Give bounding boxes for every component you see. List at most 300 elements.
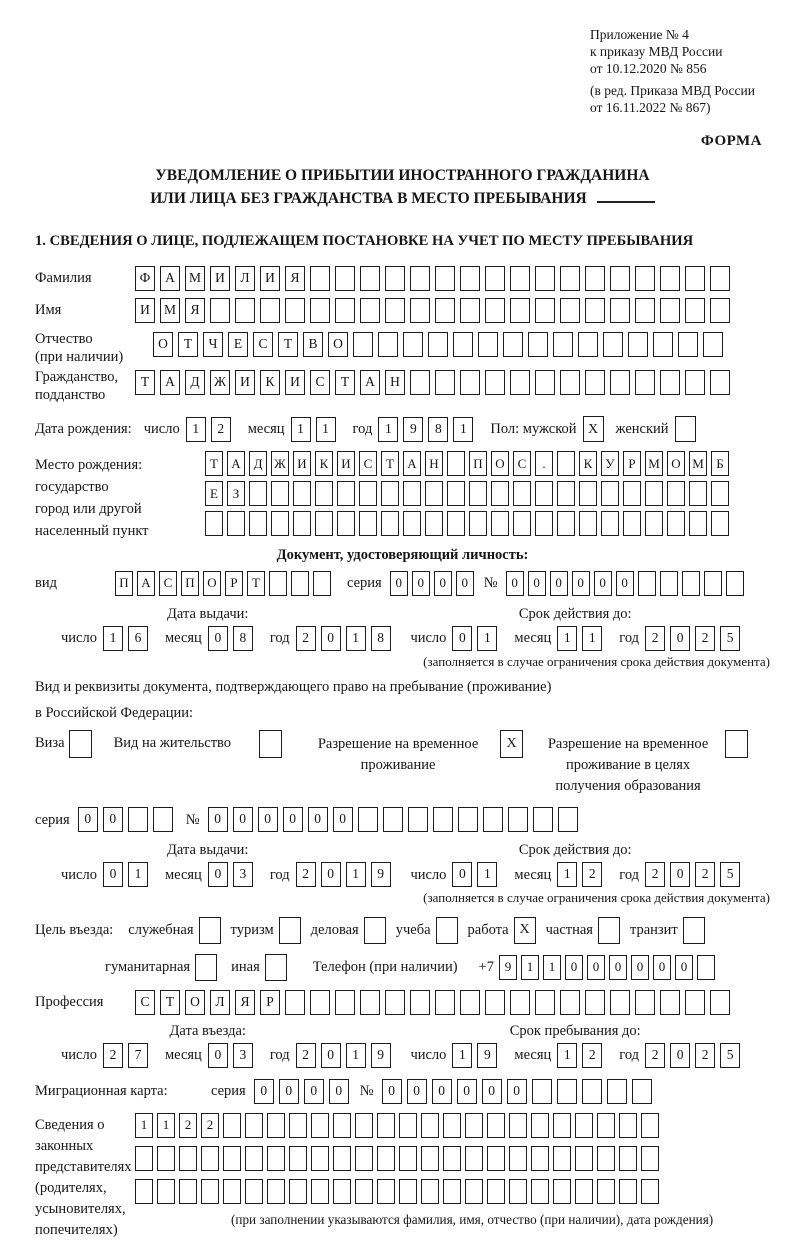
char-cell[interactable] <box>289 1113 307 1138</box>
char-cell[interactable]: 0 <box>258 807 278 832</box>
char-cell[interactable] <box>491 511 509 536</box>
char-cell[interactable] <box>638 571 656 596</box>
char-cell[interactable] <box>553 1146 571 1171</box>
char-cell[interactable] <box>557 481 575 506</box>
char-cell[interactable] <box>635 370 655 395</box>
purpose-humanitarian-checkbox[interactable] <box>195 954 217 981</box>
char-cell[interactable]: Ф <box>135 266 155 291</box>
char-cell[interactable] <box>575 1179 593 1204</box>
char-cell[interactable] <box>353 332 373 357</box>
char-cell[interactable] <box>310 990 330 1015</box>
char-cell[interactable] <box>399 1179 417 1204</box>
char-cell[interactable]: Т <box>178 332 198 357</box>
char-cell[interactable]: 0 <box>434 571 452 596</box>
char-cell[interactable]: З <box>227 481 245 506</box>
char-cell[interactable]: А <box>227 451 245 476</box>
char-cell[interactable] <box>381 481 399 506</box>
char-cell[interactable]: 0 <box>407 1079 427 1104</box>
char-cell[interactable] <box>553 332 573 357</box>
char-cell[interactable]: 1 <box>378 417 398 442</box>
char-cell[interactable] <box>201 1179 219 1204</box>
char-cell[interactable] <box>223 1113 241 1138</box>
char-cell[interactable] <box>157 1146 175 1171</box>
char-cell[interactable] <box>483 807 503 832</box>
char-cell[interactable] <box>619 1179 637 1204</box>
char-cell[interactable]: С <box>359 451 377 476</box>
char-cell[interactable] <box>227 511 245 536</box>
char-cell[interactable]: 1 <box>557 1043 577 1068</box>
char-cell[interactable]: 5 <box>720 862 740 887</box>
char-cell[interactable] <box>660 370 680 395</box>
char-cell[interactable] <box>579 481 597 506</box>
char-cell[interactable] <box>531 1146 549 1171</box>
char-cell[interactable] <box>381 511 399 536</box>
char-cell[interactable] <box>385 990 405 1015</box>
char-cell[interactable]: 0 <box>304 1079 324 1104</box>
char-cell[interactable]: 0 <box>452 626 472 651</box>
char-cell[interactable] <box>560 298 580 323</box>
char-cell[interactable]: 1 <box>346 862 366 887</box>
char-cell[interactable] <box>582 1079 602 1104</box>
char-cell[interactable]: К <box>260 370 280 395</box>
char-cell[interactable]: И <box>260 266 280 291</box>
char-cell[interactable]: Т <box>135 370 155 395</box>
purpose-tourism-checkbox[interactable] <box>279 917 301 944</box>
char-cell[interactable] <box>399 1113 417 1138</box>
char-cell[interactable] <box>293 481 311 506</box>
char-cell[interactable] <box>607 1079 627 1104</box>
char-cell[interactable]: М <box>160 298 180 323</box>
char-cell[interactable] <box>610 990 630 1015</box>
char-cell[interactable] <box>508 807 528 832</box>
char-cell[interactable]: 9 <box>371 862 391 887</box>
char-cell[interactable] <box>585 298 605 323</box>
char-cell[interactable] <box>560 370 580 395</box>
char-cell[interactable]: С <box>253 332 273 357</box>
char-cell[interactable] <box>153 807 173 832</box>
char-cell[interactable] <box>425 511 443 536</box>
char-cell[interactable] <box>510 266 530 291</box>
char-cell[interactable]: 0 <box>103 862 123 887</box>
char-cell[interactable]: 8 <box>428 417 448 442</box>
char-cell[interactable] <box>660 571 678 596</box>
char-cell[interactable]: 0 <box>321 626 341 651</box>
char-cell[interactable]: 0 <box>482 1079 502 1104</box>
char-cell[interactable]: 2 <box>582 1043 602 1068</box>
char-cell[interactable] <box>433 807 453 832</box>
char-cell[interactable] <box>458 807 478 832</box>
char-cell[interactable]: Ж <box>210 370 230 395</box>
char-cell[interactable] <box>267 1179 285 1204</box>
char-cell[interactable]: Я <box>185 298 205 323</box>
purpose-official-checkbox[interactable] <box>199 917 221 944</box>
char-cell[interactable] <box>377 1113 395 1138</box>
char-cell[interactable] <box>689 481 707 506</box>
char-cell[interactable] <box>377 1146 395 1171</box>
char-cell[interactable] <box>560 990 580 1015</box>
char-cell[interactable]: 2 <box>645 1043 665 1068</box>
char-cell[interactable]: 0 <box>283 807 303 832</box>
temp-permit-checkbox[interactable]: X <box>500 730 523 758</box>
char-cell[interactable] <box>337 481 355 506</box>
char-cell[interactable]: Т <box>278 332 298 357</box>
sex-female-checkbox[interactable] <box>675 416 696 442</box>
char-cell[interactable] <box>579 511 597 536</box>
char-cell[interactable] <box>710 990 730 1015</box>
char-cell[interactable] <box>399 1146 417 1171</box>
char-cell[interactable] <box>333 1113 351 1138</box>
char-cell[interactable] <box>410 266 430 291</box>
char-cell[interactable]: М <box>645 451 663 476</box>
char-cell[interactable] <box>560 266 580 291</box>
char-cell[interactable] <box>619 1113 637 1138</box>
char-cell[interactable] <box>485 990 505 1015</box>
char-cell[interactable] <box>443 1146 461 1171</box>
char-cell[interactable]: 8 <box>233 626 253 651</box>
char-cell[interactable] <box>465 1179 483 1204</box>
char-cell[interactable] <box>245 1179 263 1204</box>
char-cell[interactable]: 0 <box>233 807 253 832</box>
char-cell[interactable] <box>425 481 443 506</box>
char-cell[interactable] <box>597 1113 615 1138</box>
purpose-business-checkbox[interactable] <box>364 917 386 944</box>
char-cell[interactable]: 9 <box>371 1043 391 1068</box>
char-cell[interactable] <box>335 990 355 1015</box>
char-cell[interactable] <box>635 266 655 291</box>
char-cell[interactable] <box>711 511 729 536</box>
char-cell[interactable] <box>421 1179 439 1204</box>
char-cell[interactable] <box>333 1179 351 1204</box>
char-cell[interactable] <box>135 1146 153 1171</box>
char-cell[interactable]: 9 <box>477 1043 497 1068</box>
char-cell[interactable] <box>421 1146 439 1171</box>
char-cell[interactable] <box>509 1179 527 1204</box>
char-cell[interactable] <box>460 370 480 395</box>
char-cell[interactable] <box>487 1179 505 1204</box>
char-cell[interactable] <box>267 1146 285 1171</box>
char-cell[interactable] <box>610 266 630 291</box>
char-cell[interactable] <box>660 990 680 1015</box>
char-cell[interactable] <box>703 332 723 357</box>
char-cell[interactable]: . <box>535 451 553 476</box>
char-cell[interactable] <box>245 1113 263 1138</box>
char-cell[interactable]: 0 <box>670 1043 690 1068</box>
char-cell[interactable] <box>535 990 555 1015</box>
char-cell[interactable] <box>557 451 575 476</box>
char-cell[interactable]: Р <box>623 451 641 476</box>
char-cell[interactable]: 0 <box>528 571 546 596</box>
char-cell[interactable]: С <box>310 370 330 395</box>
char-cell[interactable]: Р <box>225 571 243 596</box>
char-cell[interactable]: К <box>579 451 597 476</box>
char-cell[interactable] <box>533 807 553 832</box>
char-cell[interactable] <box>685 990 705 1015</box>
purpose-study-checkbox[interactable] <box>436 917 458 944</box>
char-cell[interactable]: 2 <box>695 862 715 887</box>
char-cell[interactable]: 0 <box>321 862 341 887</box>
char-cell[interactable] <box>485 266 505 291</box>
char-cell[interactable] <box>359 481 377 506</box>
char-cell[interactable] <box>271 511 289 536</box>
char-cell[interactable]: О <box>328 332 348 357</box>
char-cell[interactable]: 0 <box>675 955 693 980</box>
char-cell[interactable] <box>575 1113 593 1138</box>
char-cell[interactable]: 0 <box>329 1079 349 1104</box>
char-cell[interactable]: Т <box>205 451 223 476</box>
char-cell[interactable]: А <box>137 571 155 596</box>
char-cell[interactable]: Е <box>228 332 248 357</box>
char-cell[interactable]: 7 <box>128 1043 148 1068</box>
char-cell[interactable] <box>509 1146 527 1171</box>
char-cell[interactable]: 1 <box>346 626 366 651</box>
char-cell[interactable]: 2 <box>695 1043 715 1068</box>
char-cell[interactable]: А <box>160 370 180 395</box>
char-cell[interactable] <box>491 481 509 506</box>
char-cell[interactable]: 2 <box>296 626 316 651</box>
char-cell[interactable] <box>597 1179 615 1204</box>
char-cell[interactable] <box>510 298 530 323</box>
char-cell[interactable]: 5 <box>720 1043 740 1068</box>
char-cell[interactable] <box>678 332 698 357</box>
char-cell[interactable] <box>619 1146 637 1171</box>
char-cell[interactable] <box>682 571 700 596</box>
char-cell[interactable] <box>632 1079 652 1104</box>
char-cell[interactable] <box>535 511 553 536</box>
char-cell[interactable] <box>469 481 487 506</box>
char-cell[interactable] <box>271 481 289 506</box>
char-cell[interactable] <box>558 807 578 832</box>
char-cell[interactable] <box>645 481 663 506</box>
char-cell[interactable]: 1 <box>477 626 497 651</box>
char-cell[interactable] <box>601 511 619 536</box>
char-cell[interactable] <box>179 1179 197 1204</box>
char-cell[interactable]: 0 <box>279 1079 299 1104</box>
char-cell[interactable] <box>641 1179 659 1204</box>
char-cell[interactable] <box>223 1146 241 1171</box>
char-cell[interactable]: Т <box>335 370 355 395</box>
char-cell[interactable] <box>447 451 465 476</box>
char-cell[interactable] <box>403 481 421 506</box>
char-cell[interactable] <box>201 1146 219 1171</box>
char-cell[interactable]: 6 <box>128 626 148 651</box>
char-cell[interactable]: 0 <box>78 807 98 832</box>
char-cell[interactable]: 9 <box>499 955 517 980</box>
char-cell[interactable] <box>435 990 455 1015</box>
char-cell[interactable] <box>315 511 333 536</box>
char-cell[interactable] <box>531 1179 549 1204</box>
char-cell[interactable] <box>435 266 455 291</box>
char-cell[interactable]: С <box>159 571 177 596</box>
char-cell[interactable] <box>557 511 575 536</box>
char-cell[interactable]: И <box>337 451 355 476</box>
char-cell[interactable]: 1 <box>557 626 577 651</box>
char-cell[interactable] <box>487 1146 505 1171</box>
char-cell[interactable]: 0 <box>254 1079 274 1104</box>
char-cell[interactable]: П <box>115 571 133 596</box>
char-cell[interactable] <box>410 990 430 1015</box>
char-cell[interactable] <box>704 571 722 596</box>
char-cell[interactable] <box>435 298 455 323</box>
char-cell[interactable] <box>205 511 223 536</box>
char-cell[interactable]: О <box>203 571 221 596</box>
char-cell[interactable]: 1 <box>316 417 336 442</box>
char-cell[interactable]: Ч <box>203 332 223 357</box>
char-cell[interactable]: Д <box>185 370 205 395</box>
char-cell[interactable]: 1 <box>157 1113 175 1138</box>
char-cell[interactable] <box>553 1113 571 1138</box>
char-cell[interactable] <box>697 955 715 980</box>
char-cell[interactable] <box>710 298 730 323</box>
char-cell[interactable]: П <box>469 451 487 476</box>
char-cell[interactable]: 2 <box>645 862 665 887</box>
char-cell[interactable]: 0 <box>456 571 474 596</box>
char-cell[interactable]: 0 <box>587 955 605 980</box>
char-cell[interactable]: В <box>303 332 323 357</box>
char-cell[interactable]: 2 <box>179 1113 197 1138</box>
residence-permit-checkbox[interactable] <box>259 730 282 758</box>
char-cell[interactable]: 0 <box>321 1043 341 1068</box>
char-cell[interactable] <box>355 1113 373 1138</box>
char-cell[interactable] <box>249 481 267 506</box>
purpose-transit-checkbox[interactable] <box>683 917 705 944</box>
char-cell[interactable] <box>601 481 619 506</box>
char-cell[interactable] <box>575 1146 593 1171</box>
char-cell[interactable] <box>585 266 605 291</box>
purpose-work-checkbox[interactable]: X <box>514 917 536 944</box>
char-cell[interactable] <box>245 1146 263 1171</box>
char-cell[interactable]: 9 <box>403 417 423 442</box>
char-cell[interactable] <box>355 1146 373 1171</box>
char-cell[interactable]: 0 <box>616 571 634 596</box>
char-cell[interactable]: Я <box>235 990 255 1015</box>
char-cell[interactable]: С <box>135 990 155 1015</box>
char-cell[interactable] <box>135 1179 153 1204</box>
char-cell[interactable] <box>289 1179 307 1204</box>
char-cell[interactable]: 1 <box>103 626 123 651</box>
char-cell[interactable] <box>553 1179 571 1204</box>
char-cell[interactable] <box>623 481 641 506</box>
char-cell[interactable]: И <box>235 370 255 395</box>
char-cell[interactable] <box>610 370 630 395</box>
char-cell[interactable]: 2 <box>103 1043 123 1068</box>
char-cell[interactable] <box>535 370 555 395</box>
char-cell[interactable] <box>335 266 355 291</box>
char-cell[interactable] <box>478 332 498 357</box>
char-cell[interactable] <box>667 481 685 506</box>
char-cell[interactable] <box>667 511 685 536</box>
char-cell[interactable]: 2 <box>695 626 715 651</box>
char-cell[interactable] <box>685 266 705 291</box>
char-cell[interactable]: 2 <box>296 1043 316 1068</box>
char-cell[interactable]: С <box>513 451 531 476</box>
char-cell[interactable] <box>385 298 405 323</box>
char-cell[interactable] <box>378 332 398 357</box>
char-cell[interactable]: У <box>601 451 619 476</box>
char-cell[interactable]: Т <box>160 990 180 1015</box>
char-cell[interactable]: 1 <box>477 862 497 887</box>
char-cell[interactable]: 3 <box>233 862 253 887</box>
char-cell[interactable] <box>535 266 555 291</box>
char-cell[interactable] <box>509 1113 527 1138</box>
char-cell[interactable] <box>293 511 311 536</box>
char-cell[interactable]: И <box>293 451 311 476</box>
char-cell[interactable]: О <box>185 990 205 1015</box>
char-cell[interactable]: 1 <box>521 955 539 980</box>
char-cell[interactable]: 2 <box>645 626 665 651</box>
char-cell[interactable] <box>645 511 663 536</box>
char-cell[interactable] <box>660 298 680 323</box>
char-cell[interactable] <box>726 571 744 596</box>
char-cell[interactable] <box>179 1146 197 1171</box>
char-cell[interactable] <box>531 1113 549 1138</box>
char-cell[interactable] <box>510 370 530 395</box>
char-cell[interactable]: 0 <box>390 571 408 596</box>
purpose-private-checkbox[interactable] <box>598 917 620 944</box>
char-cell[interactable] <box>310 266 330 291</box>
char-cell[interactable]: 1 <box>582 626 602 651</box>
char-cell[interactable] <box>635 990 655 1015</box>
char-cell[interactable]: 0 <box>412 571 430 596</box>
char-cell[interactable]: 0 <box>208 626 228 651</box>
char-cell[interactable] <box>428 332 448 357</box>
char-cell[interactable] <box>453 332 473 357</box>
char-cell[interactable] <box>210 298 230 323</box>
char-cell[interactable]: 0 <box>631 955 649 980</box>
char-cell[interactable] <box>460 266 480 291</box>
char-cell[interactable]: И <box>285 370 305 395</box>
char-cell[interactable] <box>311 1146 329 1171</box>
char-cell[interactable] <box>528 332 548 357</box>
char-cell[interactable]: Т <box>381 451 399 476</box>
char-cell[interactable] <box>603 332 623 357</box>
char-cell[interactable]: К <box>315 451 333 476</box>
char-cell[interactable] <box>447 481 465 506</box>
char-cell[interactable]: 0 <box>609 955 627 980</box>
char-cell[interactable]: 1 <box>557 862 577 887</box>
char-cell[interactable]: Л <box>210 990 230 1015</box>
char-cell[interactable] <box>355 1179 373 1204</box>
char-cell[interactable] <box>510 990 530 1015</box>
char-cell[interactable]: 5 <box>720 626 740 651</box>
char-cell[interactable]: Ж <box>271 451 289 476</box>
char-cell[interactable] <box>535 298 555 323</box>
char-cell[interactable] <box>465 1146 483 1171</box>
char-cell[interactable] <box>447 511 465 536</box>
char-cell[interactable] <box>285 990 305 1015</box>
char-cell[interactable]: 0 <box>653 955 671 980</box>
char-cell[interactable] <box>469 511 487 536</box>
char-cell[interactable] <box>641 1146 659 1171</box>
char-cell[interactable] <box>685 370 705 395</box>
char-cell[interactable]: Е <box>205 481 223 506</box>
char-cell[interactable]: Н <box>425 451 443 476</box>
char-cell[interactable]: 3 <box>233 1043 253 1068</box>
char-cell[interactable]: 1 <box>128 862 148 887</box>
char-cell[interactable]: М <box>689 451 707 476</box>
sex-male-checkbox[interactable]: X <box>583 416 604 442</box>
char-cell[interactable] <box>383 807 403 832</box>
char-cell[interactable] <box>410 298 430 323</box>
char-cell[interactable] <box>358 807 378 832</box>
char-cell[interactable]: А <box>160 266 180 291</box>
char-cell[interactable]: 0 <box>333 807 353 832</box>
char-cell[interactable] <box>443 1113 461 1138</box>
char-cell[interactable] <box>310 298 330 323</box>
char-cell[interactable] <box>623 511 641 536</box>
char-cell[interactable] <box>235 298 255 323</box>
char-cell[interactable]: 1 <box>453 417 473 442</box>
char-cell[interactable] <box>460 990 480 1015</box>
